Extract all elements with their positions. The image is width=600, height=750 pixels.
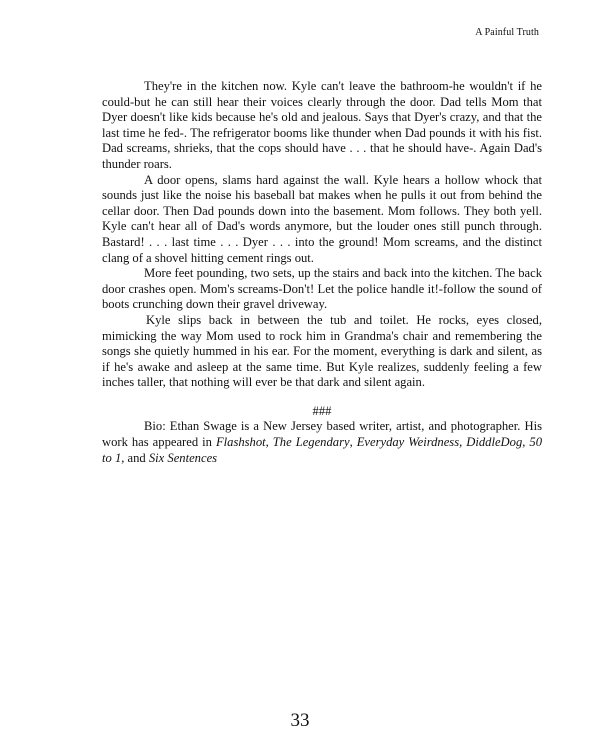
- bio-publication: DiddleDog: [466, 435, 523, 450]
- bio-intro: Bio: Ethan Swage is a New Jersey based writer, artist, and photographer. His work has appeared in: [102, 419, 542, 450]
- running-title: A Painful Truth: [475, 27, 539, 38]
- bio-publication: The Legendary: [272, 435, 350, 450]
- author-bio: [102, 419, 542, 466]
- story-body: [102, 79, 542, 466]
- bio-separator: ,: [265, 435, 273, 450]
- page-number: 33: [290, 710, 310, 731]
- story-paragraph: A door opens, slams hard against the wall. Kyle hears a hollow whock that sounds just like the noise his baseball bat makes when he pulls it out from behind the cellar door. Then Dad pounds down into the basement. Mom follows. They both yell. Kyle can't hear all of Dad's words anymore, but the louder ones still punch through. Bastard! . . . last time . . . Dyer . . . into the ground! Mom screams, and the distinct clang of a shovel hitting cement rings out.: [102, 172, 542, 265]
- bio-publication: Flashshot: [215, 435, 266, 450]
- section-separator: ###: [312, 403, 332, 418]
- story-paragraph: They're in the kitchen now. Kyle can't leave the bathroom-he wouldn't if he could-but he can still hear their voices clearly through the door. Dad tells Mom that Dyer doesn't like kids because he's old and jealous. Says that Dyer's crazy, and that the last time he fed-. The refrigerator booms like thunder when Dad pounds it with his fist. Dad screams, shrieks, that the cops should have . . . that he should have-. Again Dad's thunder roars.: [102, 79, 542, 171]
- bio-separator: ,: [522, 435, 530, 450]
- bio-publication: Six Sentences: [148, 450, 218, 465]
- bio-publication: 50 to 1,: [102, 435, 542, 465]
- bio-separator: and: [124, 450, 149, 465]
- bio-separator: ,: [349, 435, 357, 450]
- story-paragraph: Kyle slips back in between the tub and toilet. He rocks, eyes closed, mimicking the way Mom used to rock him in Grandma's chair and remembering the songs she quietly hummed in his ear. For the moment, everything is dark and silent, as if he's awake and asleep at the same time. But Kyle realizes, suddenly feeling a few inches taller, that nothing will ever be that dark and silent again.: [102, 312, 542, 390]
- story-paragraph: More feet pounding, two sets, up the stairs and back into the kitchen. The back door crashes open. Mom's screams-Don't! Let the police handle it!-follow the sound of boots crunching down their gravel driveway.: [102, 266, 542, 312]
- bio-publication: Everyday Weirdness,: [356, 435, 463, 450]
